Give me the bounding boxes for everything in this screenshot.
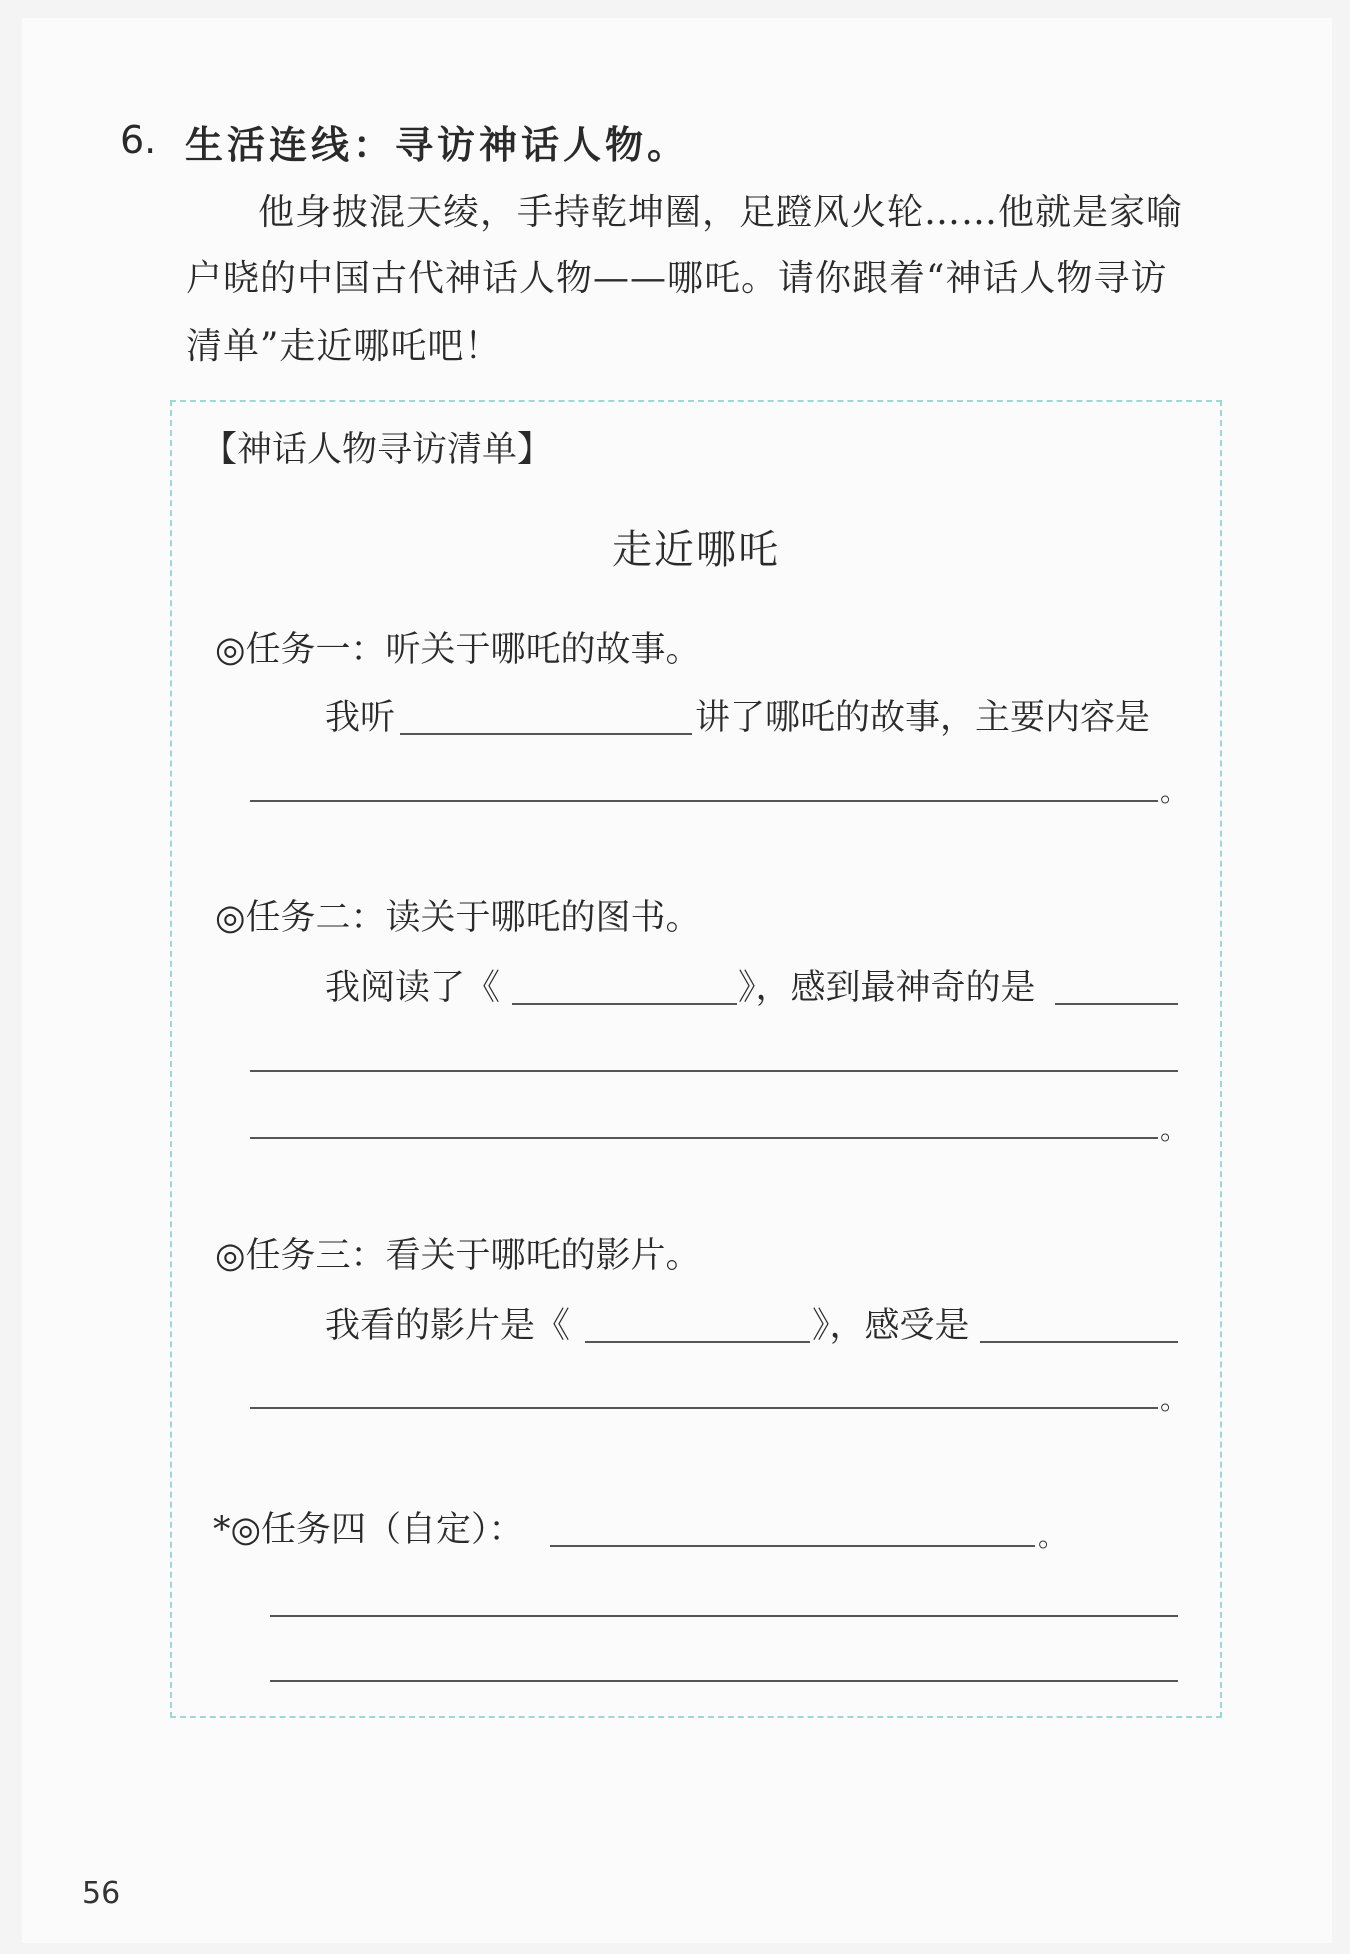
task2-line-blank[interactable]: [250, 1070, 1178, 1072]
task3-prefix: 我看的影片是《: [325, 1306, 571, 1346]
task2-wonder-blank[interactable]: [1055, 1003, 1178, 1005]
task4-custom-blank[interactable]: [550, 1545, 1035, 1547]
task1-title: ◎任务一：听关于哪吒的故事。: [215, 630, 701, 670]
intro-line-1: 他身披混天绫，手持乾坤圈，足蹬风火轮……他就是家喻: [258, 192, 1184, 233]
task4-period: 。: [1038, 1520, 1067, 1553]
task4-line-blank-2[interactable]: [270, 1680, 1178, 1682]
task2-book-blank[interactable]: [512, 1003, 737, 1005]
checklist-heading: 走近哪吒: [612, 527, 780, 573]
task1-storyteller-blank[interactable]: [400, 733, 692, 735]
task3-film-blank[interactable]: [585, 1341, 810, 1343]
checklist-label: 【神话人物寻访清单】: [202, 430, 553, 470]
task2-title: ◎任务二：读关于哪吒的图书。: [215, 898, 701, 938]
task1-period: 。: [1160, 775, 1189, 808]
task3-feeling-blank[interactable]: [980, 1341, 1178, 1343]
task1-content-blank[interactable]: [250, 800, 1158, 802]
task3-middle: 》，感受是: [812, 1306, 970, 1346]
task4-title: *◎任务四（自定）：: [213, 1510, 524, 1550]
page-number: 56: [82, 1876, 121, 1911]
task2-prefix: 我阅读了《: [325, 968, 501, 1008]
intro-line-2: 户晓的中国古代神话人物——哪吒。请你跟着“神话人物寻访: [186, 258, 1168, 299]
task1-middle: 讲了哪吒的故事，主要内容是: [695, 698, 1151, 738]
task3-period: 。: [1160, 1383, 1189, 1416]
task4-line-blank[interactable]: [270, 1615, 1178, 1617]
intro-line-3: 清单”走近哪吒吧！: [186, 326, 502, 367]
task3-title: ◎任务三：看关于哪吒的影片。: [215, 1236, 701, 1276]
question-number: 6.: [120, 118, 157, 162]
task3-line-blank[interactable]: [250, 1407, 1158, 1409]
task2-middle: 》，感到最神奇的是: [738, 968, 1036, 1008]
task2-line-blank-2[interactable]: [250, 1137, 1158, 1139]
task1-prefix: 我听: [325, 698, 396, 738]
task2-period: 。: [1160, 1113, 1189, 1146]
question-title: 生活连线：寻访神话人物。: [185, 123, 690, 167]
